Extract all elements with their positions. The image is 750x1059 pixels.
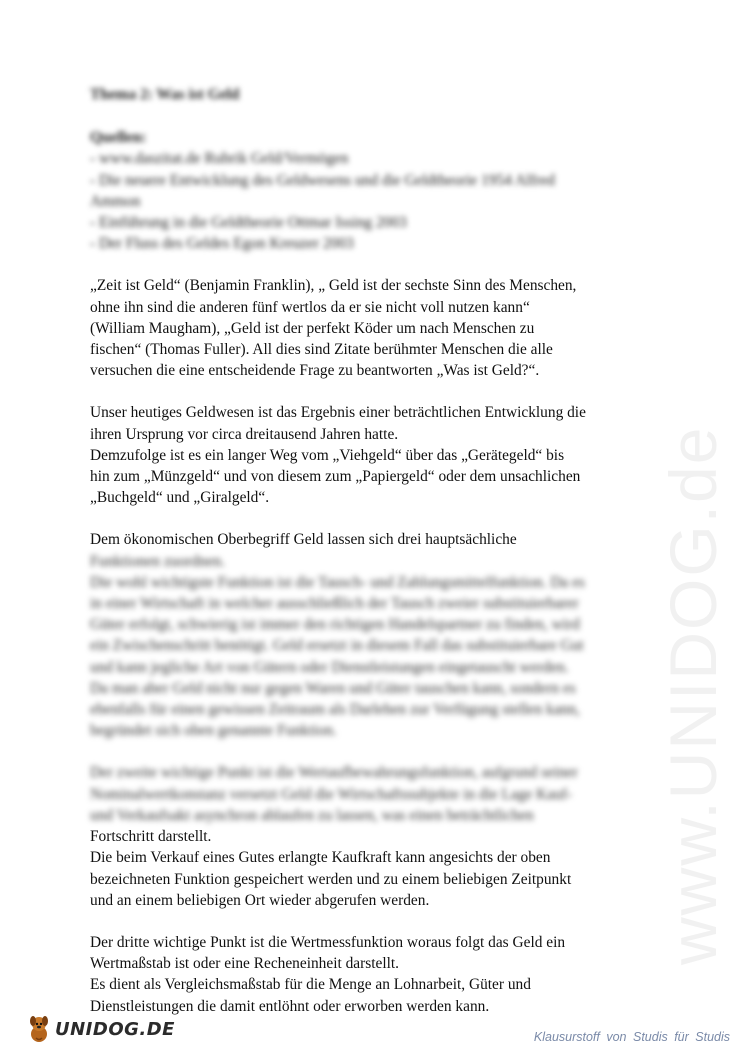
paragraph-store-of-value [90,762,662,910]
source-item: - www.daszitat.de Rubrik Geld/Vermögen [90,150,349,168]
text-line: Funktionen zuordnen. [90,552,226,570]
text-line: Wertmaßstab ist oder eine Recheneinheit darstellt. [90,955,400,973]
text-line: ohne ihn sind die anderen fünf wertlos da er sie nicht voll nutzen kann“ [90,298,530,316]
text-line: Es dient als Vergleichsmaßstab für die Menge an Lohnarbeit, Güter und [90,976,531,994]
footer-slogan: Klausurstoff von Studis für Studis [533,1030,730,1044]
text-line: Der dritte wichtige Punkt ist die Wertmessfunktion woraus folgt das Geld ein [90,933,566,951]
text-line: Der zweite wichtige Punkt ist die Wertaufbewahrungsfunktion, aufgrund seiner [90,764,578,782]
text-line: (William Maugham), „Geld ist der perfekt Köder um nach Menschen zu [90,319,535,337]
text-line: begründet sich oben genannte Funktion. [90,722,337,740]
paragraph-unit-of-account [90,932,662,1017]
text-line: ebenfalls für einen gewissen Zeitraum als Darlehen zur Verfügung stellen kann, [90,701,580,719]
text-line: fischen“ (Thomas Fuller). All dies sind Zitate berühmter Menschen die alle [90,341,553,359]
paragraph-functions [90,529,662,741]
text-line: und kann jegliche Art von Gütern oder Dienstleistungen eingetauscht werden. [90,658,569,676]
watermark: www.UNIDOG.de [656,425,730,965]
source-item: - Die neuere Entwicklung des Geldwesens und die Geldtheorie 1954 Alfred [90,171,556,189]
text-line: ihren Ursprung vor circa dreitausend Jahren hatte. [90,425,399,443]
text-line: „Zeit ist Geld“ (Benjamin Franklin), „ Geld ist der sechste Sinn des Menschen, [90,277,577,295]
blurred-section [90,762,662,826]
text-line: Demzufolge ist es ein langer Weg vom „Viehgeld“ über das „Gerätegeld“ bis [90,446,565,464]
text-line: Unser heutiges Geldwesen ist das Ergebnis einer beträchtlichen Entwicklung die [90,404,586,422]
text-line: „Buchgeld“ und „Giralgeld“. [90,489,270,507]
paragraph-history [90,402,662,508]
paragraph-quotes [90,275,662,381]
sources-heading: Quellen: [90,129,147,147]
text-line: Dem ökonomischen Oberbegriff Geld lassen sich drei hauptsächliche [90,531,517,549]
text-line: in einer Wirtschaft in welcher ausschließlich der Tausch zweier substituierbarer [90,595,579,613]
text-line: ein Zwischenschritt benötigt. Geld ersetzt in diesem Fall das substituierbare Gut [90,637,584,655]
logo-text: UNIDOG.DE [55,1018,175,1040]
text-line: Dienstleistungen die damit entlöhnt oder erworben werden kann. [90,997,490,1015]
text-line: Güter erfolgt, schwierig ist immer den richtigen Handelspartner zu finden, wird [90,616,580,634]
text-line: Nominalwertkonstanz versetzt Geld die Wirtschaftssubjekte in die Lage Kauf- [90,785,573,803]
source-item: Ammon [90,192,141,210]
unidog-logo[interactable] [26,1014,175,1044]
text-line: versuchen die eine entscheidende Frage zu beantworten „Was ist Geld?“. [90,362,540,380]
source-item: - Einführung in die Geldtheorie Ottmar Issing 2003 [90,214,407,232]
document-body [90,84,662,1017]
dog-mascot-icon [26,1014,52,1044]
document-title: Thema 2: Was ist Geld [90,86,240,103]
text-line: Fortschritt darstellt. [90,828,212,846]
text-line: hin zum „Münzgeld“ und von diesem zum „Papiergeld“ oder dem unsachlichen [90,468,581,486]
source-item: - Der Fluss des Geldes Egon Kreuzer 2003 [90,235,354,253]
sources-block [90,127,662,254]
blurred-section [90,551,662,742]
text-line: und Verkaufsakt asynchron ablaufen zu lassen, was einen beträchtlichen [90,806,534,824]
text-line: bezeichneten Funktion gespeichert werden und zu einem beliebigen Zeitpunkt [90,870,572,888]
text-line: Die wohl wichtigste Funktion ist die Tausch- und Zahlungsmittelfunktion. Da es [90,573,585,591]
text-line: Die beim Verkauf eines Gutes erlangte Kaufkraft kann angesichts der oben [90,849,551,867]
text-line: und an einem beliebigen Ort wieder abgerufen werden. [90,891,430,909]
text-line: Da man aber Geld nicht nur gegen Waren und Güter tauschen kann, sondern es [90,679,576,697]
